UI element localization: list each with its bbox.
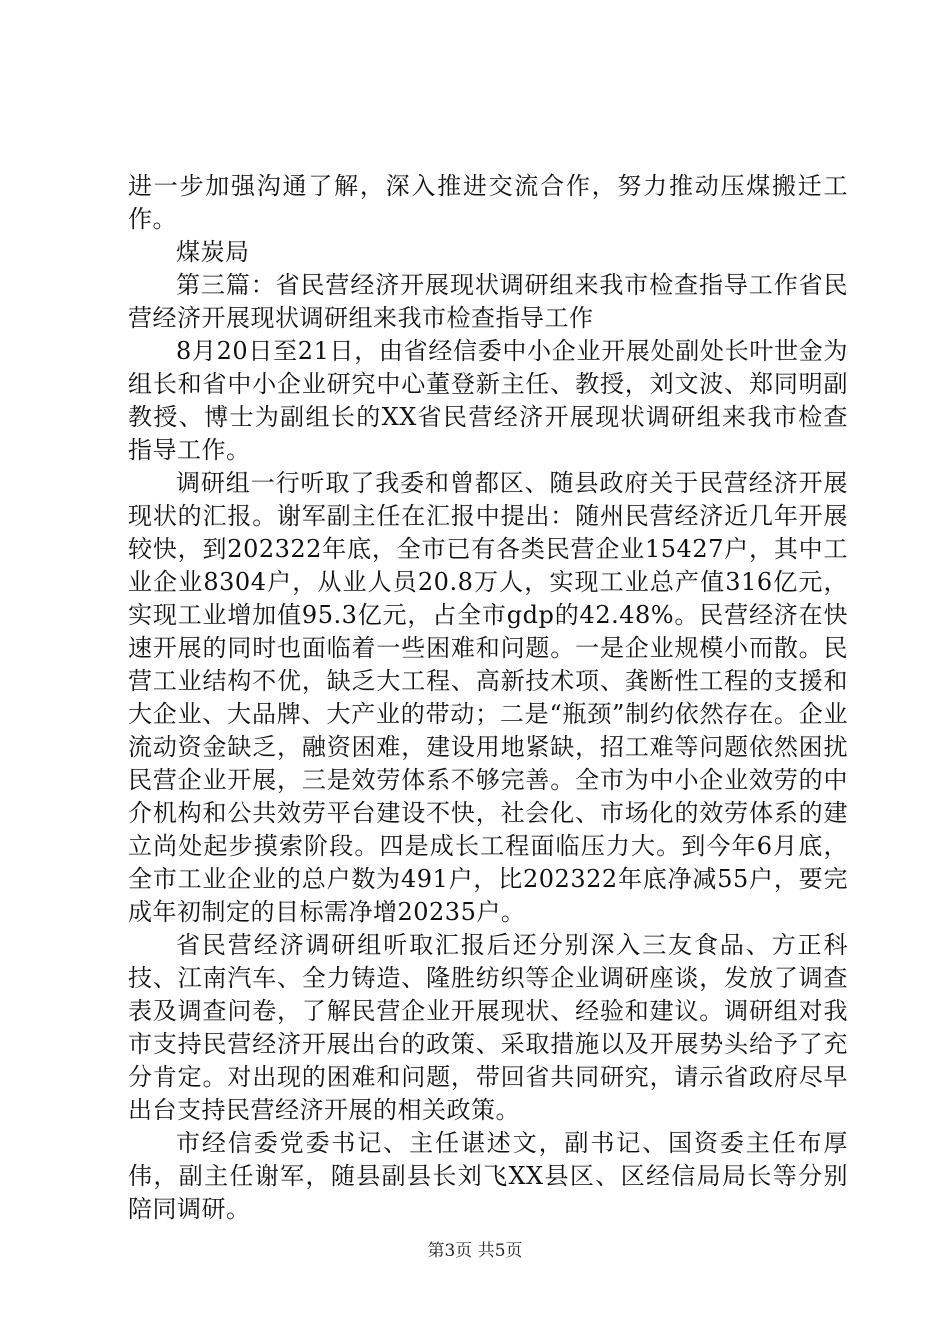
paragraph-body: 调研组一行听取了我委和曾都区、随县政府关于民营经济开展现状的汇报。谢军副主任在汇报中提出：随州民营经济近几年开展较快，到202322年底，全市已有各类民营企业15427户，其中工业企业8304户，从业人员20.8万人，实现工业总产值316亿元，实现工业增加值95.3亿元，占全市gdp的42.48%。民营经济在快速开展的同时也面临着一些困难和问题。一是企业规模小而散。民营工业结构不优，缺乏大工程、高新技术项、龚断性工程的支援和大企业、大品牌、大产业的带动；二是“瓶颈”制约依然存在。企业流动资金缺乏，融资困难，建设用地紧缺，招工难等问题依然困扰民营企业开展，三是效劳体系不够完善。全市为中小企业效劳的中介机构和公共效劳平台建设不快，社会化、市场化的效劳体系的建立尚处起步摸索阶段。四是成长工程面临压力大。到今年6月底，全市工业企业的总户数为491户，比202322年底净减55户，要完成年初制定的目标需净增20235户。 xyxy=(128,469,848,926)
paragraph-body: 省民营经济调研组听取汇报后还分别深入三友食品、方正科技、江南汽车、全力铸造、隆胜纺织等企业调研座谈，发放了调查表及调查问卷，了解民营企业开展现状、经验和建议。调研组对我市支持民营经济开展出台的政策、采取措施以及开展势头给予了充分肯定。对出现的困难和问题，带回省共同研究，请示省政府尽早出台支持民营经济开展的相关政策。 xyxy=(128,931,848,1124)
paragraph-body: 市经信委党委书记、主任谌述文，副书记、国资委主任布厚伟，副主任谢军，随县副县长刘飞XX县区、区经信局局长等分别陪同调研。 xyxy=(128,1129,848,1223)
paragraph-continuation: 进一步加强沟通了解，深入推进交流合作，努力推动压煤搬迁工作。 xyxy=(128,172,848,233)
page-number-footer: 第3页 共5页 xyxy=(427,1241,523,1261)
paragraph-section-title: 第三篇：省民营经济开展现状调研组来我市检查指导工作省民营经济开展现状调研组来我市检查指导工作 xyxy=(128,271,848,332)
paragraph-body: 8月20日至21日，由省经信委中小企业开展处副处长叶世金为组长和省中小企业研究中心董登新主任、教授，刘文波、郑同明副教授、博士为副组长的XX省民营经济开展现状调研组来我市检查指导工作。 xyxy=(128,337,848,464)
document-body xyxy=(128,170,848,1226)
paragraph-signature: 煤炭局 xyxy=(176,238,250,266)
